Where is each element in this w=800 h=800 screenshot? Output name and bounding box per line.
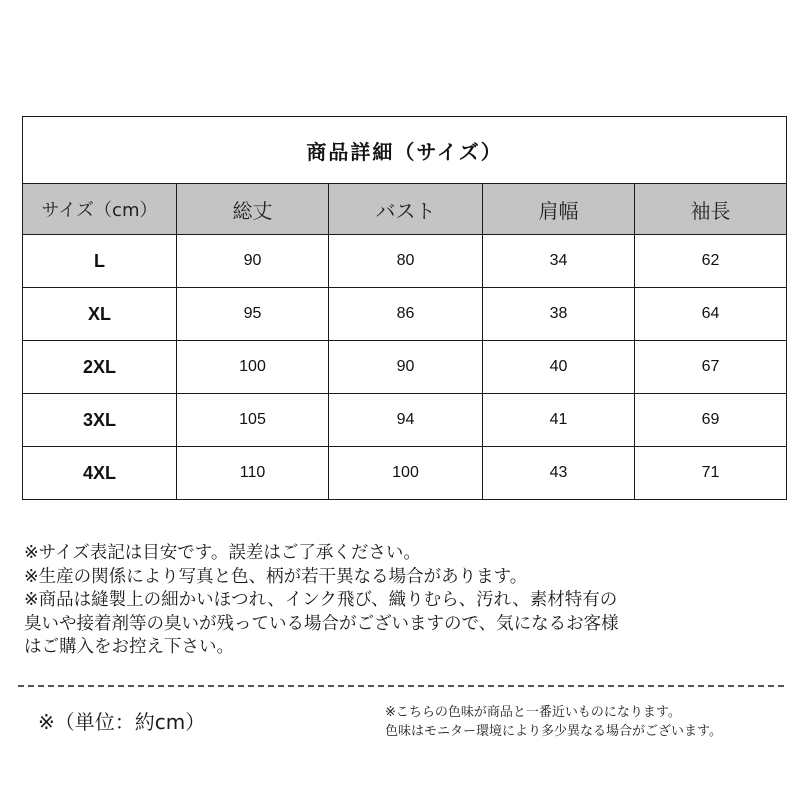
table-title: 商品詳細（サイズ） [23,117,787,184]
total-length-value: 105 [177,394,329,447]
shoulder-width-value: 38 [483,288,635,341]
size-label: 4XL [23,447,177,500]
size-label: XL [23,288,177,341]
total-length-value: 95 [177,288,329,341]
bust-value: 94 [329,394,483,447]
header-shoulder-width: 肩幅 [483,184,635,235]
color-note-line: 色味はモニター環境により多少異なる場合がございます。 [385,724,722,739]
table-row [23,341,787,394]
note-line: はご購入をお控え下さい。 [24,637,234,657]
note-line: ※商品は縫製上の細かいほつれ、インク飛び、織りむら、汚れ、素材特有の [24,590,618,610]
shoulder-width-value: 40 [483,341,635,394]
table-row [23,447,787,500]
sleeve-length-value: 71 [635,447,787,500]
total-length-value: 110 [177,447,329,500]
note-line: ※サイズ表記は目安です。誤差はご了承ください。 [24,543,421,563]
note-line: 臭いや接着剤等の臭いが残っている場合がございますので、気になるお客様 [24,613,619,634]
header-size: サイズ（cm） [23,184,177,235]
size-label: L [23,235,177,288]
bust-value: 100 [329,447,483,500]
sleeve-length-value: 62 [635,235,787,288]
bust-value: 80 [329,235,483,288]
bust-value: 86 [329,288,483,341]
note-line: ※生産の関係により写真と色、柄が若干異なる場合があります。 [24,566,528,587]
color-note-block [385,703,722,741]
sleeve-length-value: 69 [635,394,787,447]
table-title-row [23,117,787,184]
table-row [23,235,787,288]
notes-block [24,542,794,660]
table-header-row [23,184,787,235]
size-label: 3XL [23,394,177,447]
total-length-value: 100 [177,341,329,394]
table-row [23,288,787,341]
shoulder-width-value: 34 [483,235,635,288]
sleeve-length-value: 67 [635,341,787,394]
bust-value: 90 [329,341,483,394]
table-row [23,394,787,447]
unit-note: ※（単位：約cm） [38,710,206,734]
color-note-line: ※こちらの色味が商品と一番近いものになります。 [385,705,681,720]
total-length-value: 90 [177,235,329,288]
dashed-divider [18,685,784,687]
shoulder-width-value: 43 [483,447,635,500]
header-total-length: 総丈 [177,184,329,235]
size-label: 2XL [23,341,177,394]
size-table [22,116,787,500]
header-bust: バスト [329,184,483,235]
header-sleeve-length: 袖長 [635,184,787,235]
shoulder-width-value: 41 [483,394,635,447]
sleeve-length-value: 64 [635,288,787,341]
